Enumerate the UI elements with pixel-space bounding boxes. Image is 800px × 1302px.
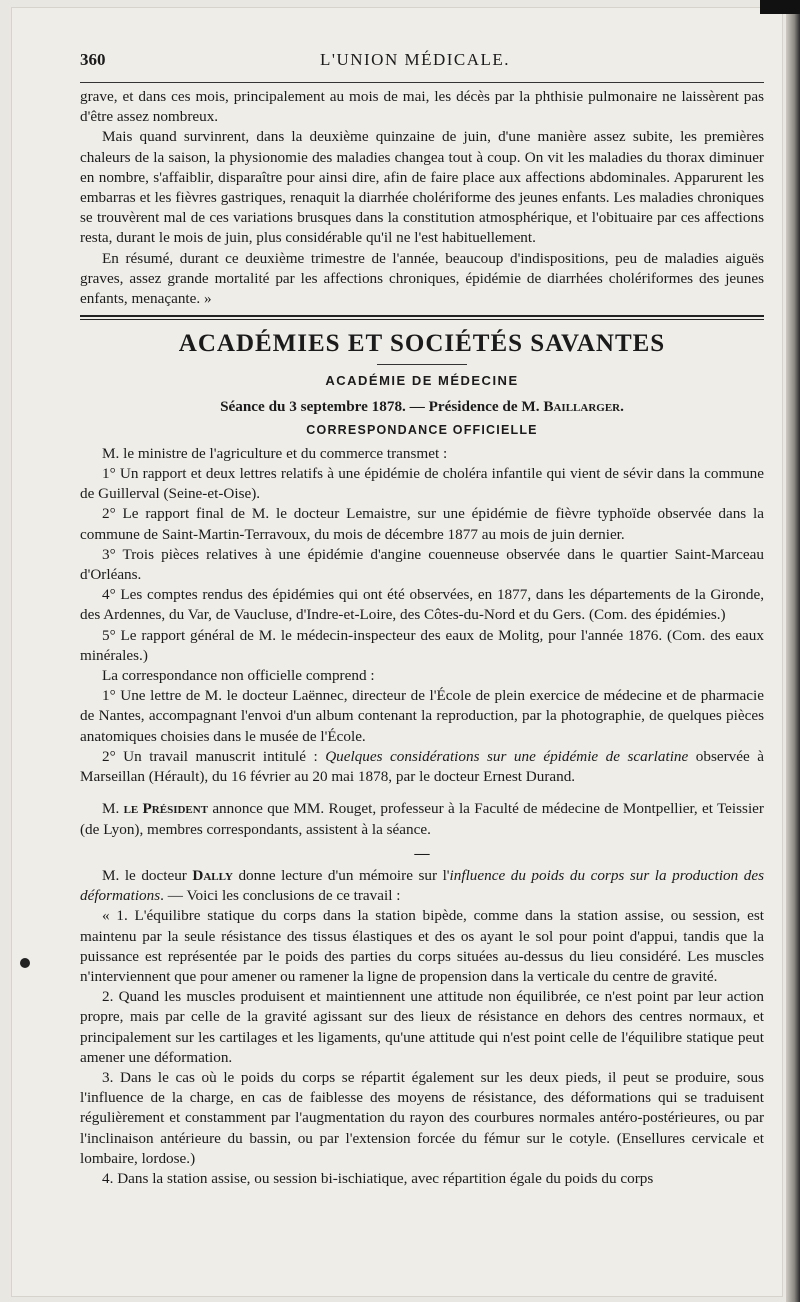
spacer bbox=[80, 787, 764, 799]
academy-heading: ACADÉMIE DE MÉDECINE bbox=[325, 373, 519, 389]
president-text: annonce que MM. Rouget, professeur à la Faculté de médecine de Montpellier, et Teissier (de Lyon), membres correspondants, assistent à la séance. bbox=[80, 800, 764, 838]
header-rule bbox=[80, 82, 764, 83]
separator-dash: — bbox=[414, 844, 430, 862]
page-edge bbox=[786, 0, 800, 1302]
unofficial-item2-suffix: observée à Marseillan (Hérault), du 16 février au 20 mai 1878, par le docteur Ernest Durand. bbox=[80, 747, 764, 786]
official-item: 5° Le rapport général de M. le médecin-inspecteur des eaux de Molitg, pour l'année 1876. (Com. des eaux minérales.) bbox=[80, 626, 764, 664]
section-divider bbox=[80, 315, 764, 320]
official-item: 4° Les comptes rendus des épidémies qui ont été observées, en 1877, dans les départements de la Gironde, des Ardennes, du Var, de Vaucluse, d'Indre-et-Loire, des Côtes-du-Nord et du Gers. (Com. des épidémies.) bbox=[80, 586, 764, 624]
dally-suffix: . — Voici les conclusions de ce travail : bbox=[160, 887, 401, 905]
dally-title: influence du poids du corps sur la production des déformations bbox=[80, 866, 764, 905]
unofficial-item: 1° Une lettre de M. le docteur Laënnec, directeur de l'École de plein exercice de médecine et de pharmacie de Nantes, accompagnant l'envoi d'un album contenant la reproduction, par la photographie, de quelques pièces anatomiques choisies dans le musée de l'École. bbox=[80, 687, 764, 745]
official-item: 3° Trois pièces relatives à une épidémie d'angine couenneuse observée dans le quartier Saint-Marceau d'Orléans. bbox=[80, 545, 764, 584]
intro-paragraph: grave, et dans ces mois, principalement au mois de mai, les décès par la phthisie pulmonaire ne laissèrent pas d'être assez nombreux. bbox=[80, 88, 764, 126]
unofficial-item2-title: Quelques considérations sur une épidémie de scarlatine bbox=[325, 747, 689, 765]
dally-prefix: M. le docteur bbox=[102, 866, 193, 884]
intro-paragraph: Mais quand survinrent, dans la deuxième quinzaine de juin, d'une manière assez subite, les premières chaleurs de la saison, la physionomie des maladies changea tout à coup. On vit les maladies du thorax diminuer en nombre, s'affaiblir, disparaître pour ainsi dire, afin de faire place aux affections abdominales. Apparurent les embarras et les fièvres gastriques, renaquit la diarrhée cholériforme des jeunes enfants. Les maladies chroniques se trouvèrent mal de ces variations brusques dans la constitution atmosphérique, et l'obituaire par ces affections resta, durant le mois de juin, plus considérable qu'il ne l'est habituellement. bbox=[80, 128, 764, 247]
conclusion-paragraph: « 1. L'équilibre statique du corps dans la station bipède, comme dans la station assise, ou session, est maintenu par la seule résistance des tissus élastiques et des os ayant le sol pour point d'appui, tandis que la puissance est représentée par le poids des parties du corps situées au-dessus du lieu considéré. Les muscles n'interviennent que pour amener ou ramener la ligne de propension dans la verticale du centre de gravité. bbox=[80, 907, 764, 985]
president-name: le Président bbox=[123, 800, 209, 818]
president-paragraph bbox=[80, 799, 764, 839]
seance-prefix: Séance du 3 septembre 1878. — Présidence de M. bbox=[220, 398, 544, 416]
seance-suffix: . bbox=[620, 398, 624, 416]
dally-mid: donne lecture d'un mémoire sur l' bbox=[232, 866, 450, 884]
president-prefix: M. bbox=[102, 800, 124, 818]
scan-mark bbox=[20, 958, 30, 968]
intro-paragraph: En résumé, durant ce deuxième trimestre de l'année, beaucoup d'indispositions, peu de maladies aiguës graves, assez grande mortalité par les affections chroniques, épidémie de diarrhées cholériformes des jeunes enfants, menaçante. » bbox=[80, 249, 764, 308]
unofficial-item2-prefix: 2° Un travail manuscrit intitulé : bbox=[102, 747, 326, 765]
official-item: 1° Un rapport et deux lettres relatifs à une épidémie de choléra infantile qui vient de sévir dans la commune de Guillerval (Seine-et-Oise). bbox=[80, 465, 764, 503]
official-intro: M. le ministre de l'agriculture et du commerce transmet : bbox=[102, 444, 448, 462]
conclusion-paragraph: 2. Quand les muscles produisent et maintiennent une attitude non équilibrée, ce n'est point par leur action propre, mais par celle de la gravité agissant sur des lieux de résistance en dehors des centres normaux, et principalement sur les cartilages et les ligaments, qu'une attitude qui n'est point celle de l'équilibre statique peut amener une déformation. bbox=[80, 988, 764, 1066]
page-content bbox=[80, 50, 764, 1189]
conclusion-paragraph: 4. Dans la station assise, ou session bi-ischiatique, avec répartition égale du poids du corps bbox=[102, 1169, 654, 1187]
running-head bbox=[80, 50, 764, 76]
seance-line bbox=[80, 397, 764, 417]
journal-title: L'UNION MÉDICALE. bbox=[320, 50, 511, 69]
title-rule bbox=[377, 364, 467, 365]
section-title: ACADÉMIES ET SOCIÉTÉS SAVANTES bbox=[178, 330, 666, 358]
scan-corner bbox=[760, 0, 800, 14]
unofficial-item bbox=[80, 747, 764, 787]
page-number: 360 bbox=[80, 50, 106, 69]
official-item: 2° Le rapport final de M. le docteur Lemaistre, sur une épidémie de fièvre typhoïde observée dans la commune de Saint-Martin-Terravoux, du mois de décembre 1877 au mois de juin dernier. bbox=[80, 505, 764, 543]
unofficial-intro: La correspondance non officielle comprend : bbox=[102, 667, 375, 685]
conclusion-paragraph: 3. Dans le cas où le poids du corps se répartit également sur les deux pieds, il peut se produire, sous l'influence de la charge, en cas de faiblesse des moyens de résistance, des déformations qui se traduisent régulièrement et constamment par l'augmentation du rayon des courbures normales antéro-postérieures, ou par l'inclinaison antérieure du bassin, ou par l'extension forcée du fémur sur le cotyle. (Ensellures cervicale et lombaire, lordose.) bbox=[80, 1068, 764, 1167]
dally-name: Dally bbox=[192, 866, 233, 884]
dally-paragraph bbox=[80, 866, 764, 906]
seance-president: Baillarger bbox=[543, 398, 621, 416]
correspondence-heading: CORRESPONDANCE OFFICIELLE bbox=[306, 422, 538, 437]
